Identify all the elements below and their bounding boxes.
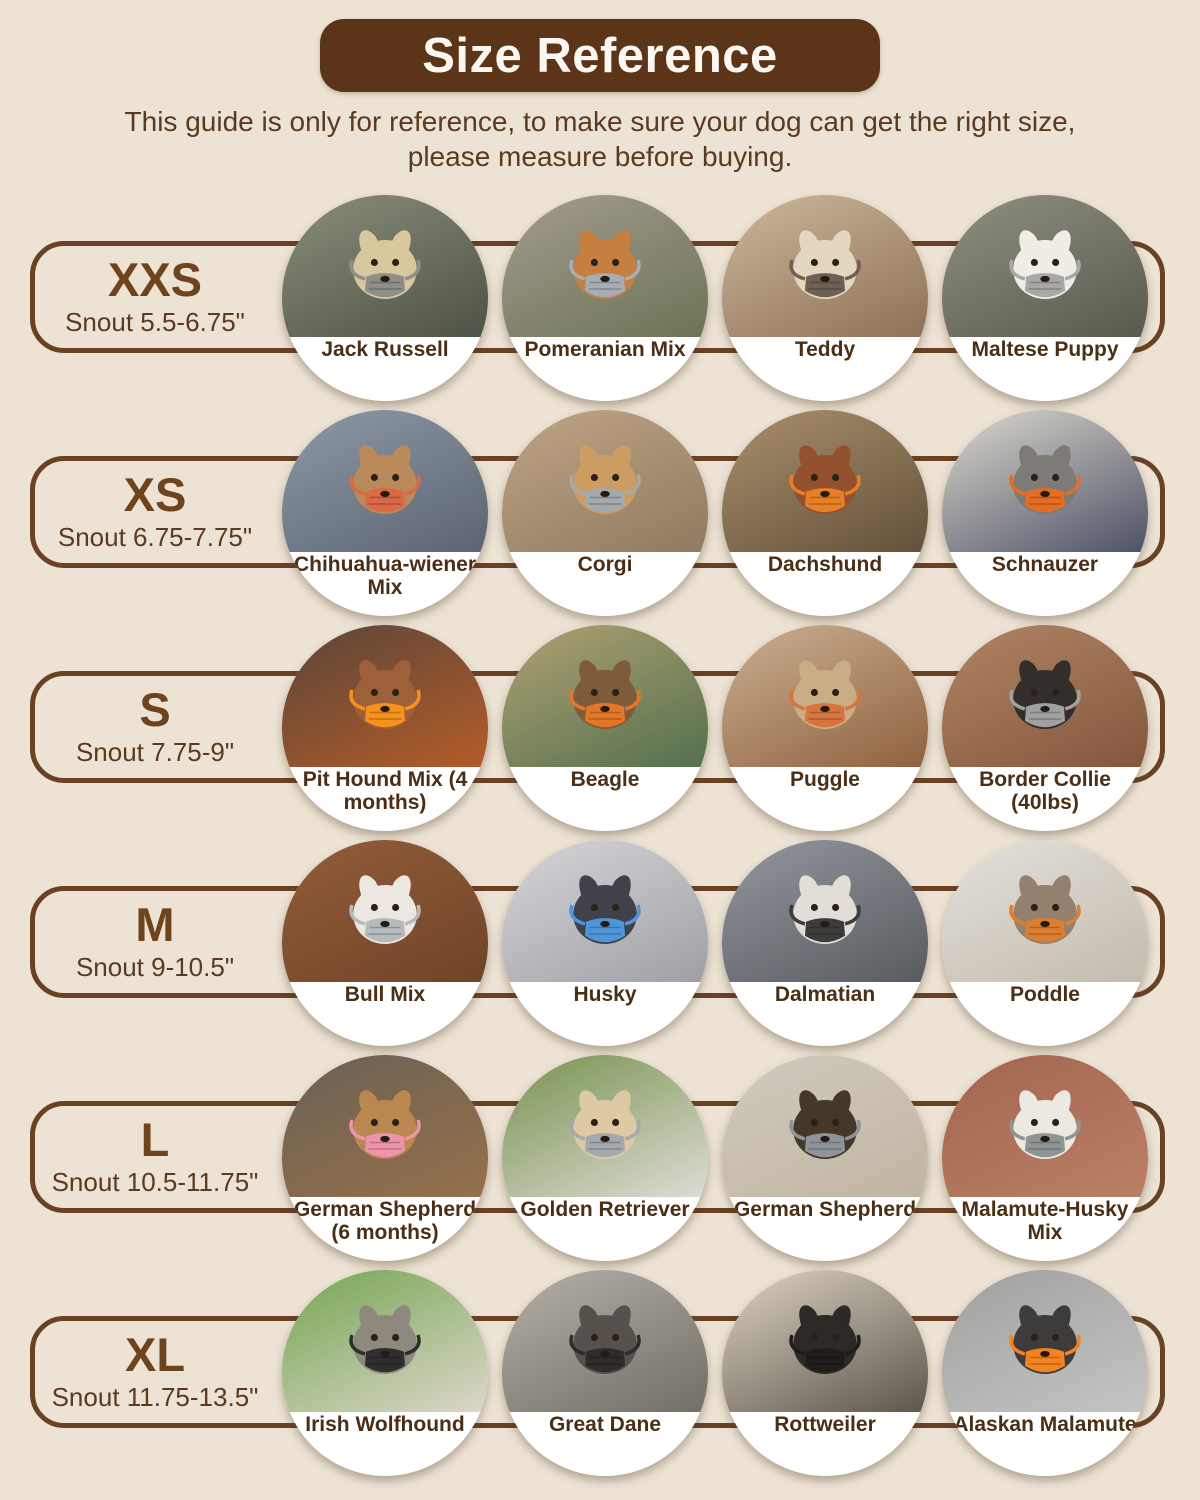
dog-face-icon	[546, 1080, 664, 1172]
size-box	[30, 890, 280, 994]
dog-face-icon	[546, 435, 664, 527]
breed-label: Pit Hound Mix (4 months)	[302, 768, 468, 815]
dog-face-icon	[986, 650, 1104, 742]
dog-card-chihuahua-wiener-mix	[282, 410, 488, 616]
breed-label: Alaskan Malamute	[953, 1413, 1137, 1437]
dog-photo	[282, 625, 488, 767]
subtitle-line-1: This guide is only for reference, to make sure your dog can get the right size,	[124, 106, 1076, 137]
dog-photo	[502, 410, 708, 552]
dog-card-jack-russell	[282, 195, 488, 401]
dog-face-icon	[326, 865, 444, 957]
dog-card-corgi	[502, 410, 708, 616]
dog-photo	[282, 195, 488, 337]
size-label: S	[139, 683, 171, 736]
dog-examples	[282, 1270, 1148, 1476]
size-row-xs	[0, 410, 1200, 616]
breed-label: Jack Russell	[321, 338, 449, 362]
breed-label: German Shepherd	[733, 1198, 917, 1222]
dog-face-icon	[766, 1295, 884, 1387]
breed-label: Pomeranian Mix	[524, 338, 686, 362]
size-row-xxs	[0, 195, 1200, 401]
dog-face-icon	[986, 220, 1104, 312]
breed-label: Beagle	[570, 768, 640, 792]
breed-label: Dachshund	[767, 553, 883, 577]
dog-photo	[502, 1055, 708, 1197]
breed-label: Golden Retriever	[520, 1198, 690, 1222]
dog-photo	[502, 625, 708, 767]
breed-label: Dalmatian	[774, 983, 876, 1007]
dog-card-border-collie	[942, 625, 1148, 831]
dog-card-poddle	[942, 840, 1148, 1046]
size-row-xl	[0, 1270, 1200, 1476]
breed-label: Bull Mix	[344, 983, 426, 1007]
dog-photo	[722, 195, 928, 337]
dog-card-schnauzer	[942, 410, 1148, 616]
size-label: XXS	[107, 253, 203, 306]
dog-card-rottweiler	[722, 1270, 928, 1476]
dog-card-pomeranian-mix	[502, 195, 708, 401]
dog-photo	[942, 195, 1148, 337]
snout-range: Snout 9-10.5"	[75, 952, 235, 982]
dog-examples	[282, 1055, 1148, 1261]
dog-card-alaskan-malamute	[942, 1270, 1148, 1476]
subtitle	[40, 104, 1160, 174]
dog-card-irish-wolfhound	[282, 1270, 488, 1476]
size-row-l	[0, 1055, 1200, 1261]
dog-card-beagle	[502, 625, 708, 831]
dog-examples	[282, 195, 1148, 401]
dog-card-maltese-puppy	[942, 195, 1148, 401]
size-box	[30, 245, 280, 349]
breed-label: German Shepherd (6 months)	[293, 1198, 477, 1245]
dog-card-dalmatian	[722, 840, 928, 1046]
dog-face-icon	[986, 865, 1104, 957]
dog-face-icon	[986, 1295, 1104, 1387]
dog-face-icon	[766, 865, 884, 957]
breed-label: Rottweiler	[774, 1413, 876, 1437]
size-box	[30, 460, 280, 564]
breed-label: Poddle	[1009, 983, 1080, 1007]
dog-photo	[722, 410, 928, 552]
breed-label: Husky	[573, 983, 637, 1007]
snout-range: Snout 6.75-7.75"	[57, 522, 253, 552]
breed-label: Corgi	[577, 553, 633, 577]
size-label: M	[135, 898, 175, 951]
breed-label: Irish Wolfhound	[305, 1413, 465, 1437]
dog-face-icon	[766, 1080, 884, 1172]
dog-card-dachshund	[722, 410, 928, 616]
dog-photo	[282, 1270, 488, 1412]
dog-face-icon	[326, 650, 444, 742]
breed-label: Chihuahua-wiener Mix	[293, 553, 477, 600]
dog-photo	[282, 840, 488, 982]
dog-photo	[282, 1055, 488, 1197]
dog-face-icon	[546, 1295, 664, 1387]
dog-face-icon	[546, 650, 664, 742]
breed-label: Great Dane	[548, 1413, 662, 1437]
dog-face-icon	[326, 220, 444, 312]
snout-range: Snout 10.5-11.75"	[51, 1167, 259, 1197]
dog-photo	[942, 625, 1148, 767]
size-box	[30, 1320, 280, 1424]
dog-face-icon	[326, 1295, 444, 1387]
dog-photo	[502, 195, 708, 337]
breed-label: Puggle	[789, 768, 860, 792]
dog-card-puggle	[722, 625, 928, 831]
dog-photo	[722, 625, 928, 767]
dog-face-icon	[546, 865, 664, 957]
breed-label: Schnauzer	[991, 553, 1099, 577]
dog-card-golden-retriever	[502, 1055, 708, 1261]
subtitle-line-2: please measure before buying.	[407, 141, 793, 172]
dog-face-icon	[326, 1080, 444, 1172]
size-label: XL	[124, 1328, 186, 1381]
dog-photo	[502, 840, 708, 982]
dog-examples	[282, 625, 1148, 831]
dog-examples	[282, 410, 1148, 616]
dog-photo	[282, 410, 488, 552]
dog-face-icon	[986, 435, 1104, 527]
breed-label: Maltese Puppy	[971, 338, 1119, 362]
dog-card-great-dane	[502, 1270, 708, 1476]
dog-photo	[722, 1055, 928, 1197]
dog-face-icon	[986, 1080, 1104, 1172]
breed-label: Malamute-Husky Mix	[961, 1198, 1129, 1245]
title-banner	[320, 19, 880, 92]
breed-label: Teddy	[794, 338, 856, 362]
snout-range: Snout 5.5-6.75"	[65, 307, 245, 337]
size-label: XS	[123, 468, 187, 521]
dog-face-icon	[546, 220, 664, 312]
dog-card-bull-mix	[282, 840, 488, 1046]
dog-face-icon	[326, 435, 444, 527]
dog-photo	[502, 1270, 708, 1412]
page-title: Size Reference	[422, 28, 778, 83]
dog-card-german-shepherd	[722, 1055, 928, 1261]
snout-range: Snout 11.75-13.5"	[51, 1382, 259, 1412]
size-row-m	[0, 840, 1200, 1046]
dog-photo	[942, 1055, 1148, 1197]
dog-card-german-shepherd-6-months	[282, 1055, 488, 1261]
dog-card-husky	[502, 840, 708, 1046]
dog-face-icon	[766, 220, 884, 312]
dog-face-icon	[766, 650, 884, 742]
size-row-s	[0, 625, 1200, 831]
size-box	[30, 1105, 280, 1209]
size-box	[30, 675, 280, 779]
size-label: L	[140, 1113, 170, 1166]
dog-face-icon	[766, 435, 884, 527]
dog-card-malamute-husky-mix	[942, 1055, 1148, 1261]
breed-label: Border Collie (40lbs)	[979, 768, 1111, 815]
dog-card-pit-hound-mix	[282, 625, 488, 831]
dog-photo	[942, 1270, 1148, 1412]
dog-photo	[942, 840, 1148, 982]
dog-photo	[722, 1270, 928, 1412]
dog-card-teddy	[722, 195, 928, 401]
dog-photo	[722, 840, 928, 982]
dog-photo	[942, 410, 1148, 552]
dog-examples	[282, 840, 1148, 1046]
snout-range: Snout 7.75-9"	[75, 737, 235, 767]
